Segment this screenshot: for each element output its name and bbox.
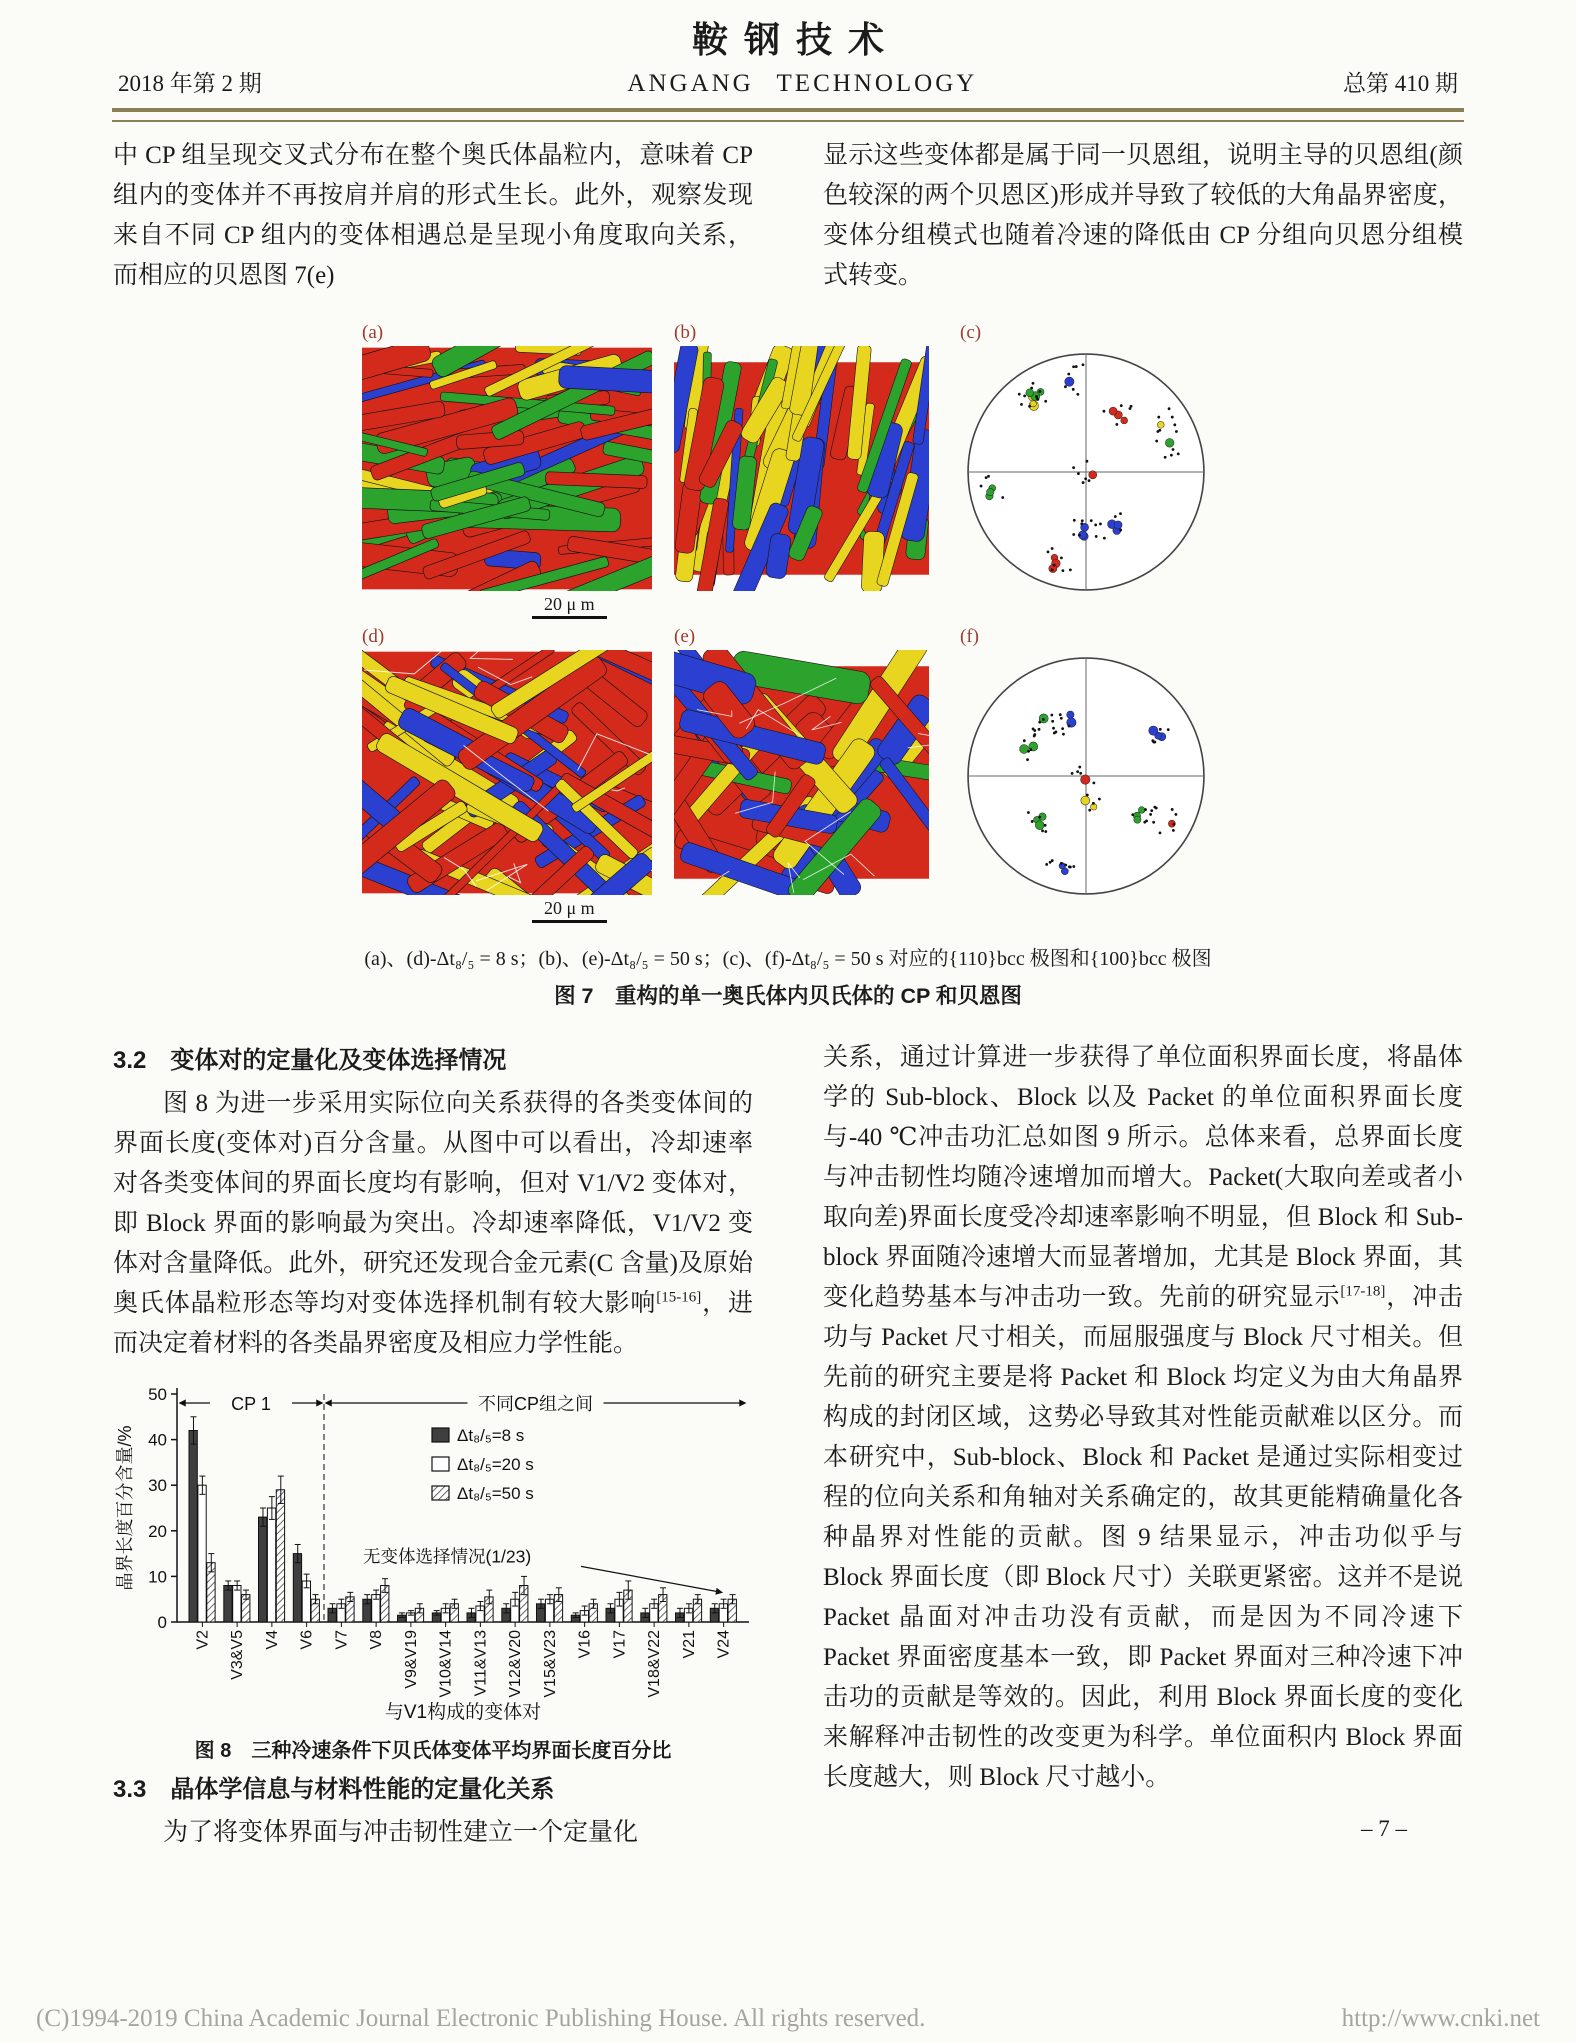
figure7-panel-d <box>362 626 652 895</box>
svg-text:V2: V2 <box>194 1630 212 1650</box>
panel-label-a: (a) <box>362 322 384 343</box>
header-divider <box>112 108 1464 122</box>
scale-bar-label: 20 μ m <box>532 594 607 619</box>
figure7-panel-e <box>674 626 929 895</box>
svg-text:V8: V8 <box>368 1630 386 1650</box>
svg-text:10: 10 <box>148 1567 167 1587</box>
scale-bar-label: 20 μ m <box>532 898 607 923</box>
ebsd-map-a <box>362 346 652 591</box>
svg-text:V17: V17 <box>611 1630 629 1659</box>
intro-section <box>0 136 1576 296</box>
svg-text:V10&V14: V10&V14 <box>437 1630 455 1698</box>
panel-label-b: (b) <box>674 322 697 343</box>
cnki-url: http://www.cnki.net <box>1341 2005 1540 2032</box>
section-3-2-paragraph <box>113 1084 753 1364</box>
paragraph-text: ，冲击功与 Packet 尺寸相关，而屈服强度与 Block 尺寸相关。但先前的研究主要是将 Packet 和 Block 均定义为由大角晶界构成的封闭区域，这势必导致其对性能贡献难以区分。而本研究中，Sub-block、Block 和 Packet 是通过实际相变过程的位向关系和角轴对关系确定的，故其更能精确量化各种晶界对性能的贡献。图 9 结果显示，冲击功似乎与 Block 界面长度（即 Block 尺寸）关联更紧密。这并不是说 Packet 晶面对冲击功没有贡献，而是因为不同冷速下 Packet 界面密度基本一致，即 Packet 界面对三种冷速下冲击功的贡献是等效的。因此，利用 Block 界面长度的变化来解释冲击韧性的改变更为科学。单位面积内 Block 界面长度越大，则 Block 尺寸越小。 <box>823 1284 1463 1791</box>
figure8-bar-chart <box>113 1372 763 1728</box>
figure7-panel-f <box>960 626 1212 902</box>
page-number: – 7 – <box>1361 1816 1407 1841</box>
svg-text:V24: V24 <box>715 1630 733 1659</box>
figure-8 <box>113 1372 753 1763</box>
svg-text:Δt₈/₅=50 s: Δt₈/₅=50 s <box>457 1484 534 1503</box>
svg-text:V12&V20: V12&V20 <box>507 1630 525 1698</box>
svg-text:V7: V7 <box>333 1630 351 1650</box>
citation-ref-17-18: [17-18] <box>1340 1283 1386 1300</box>
paragraph-text: 关系，通过计算进一步获得了单位面积界面长度，将晶体学的 Sub-block、Block 以及 Packet 的单位面积界面长度与-40 ℃冲击功汇总如图 9 所示。总体来看，总界面长度与冲击韧性均随冷速增加而增大。Packet(大取向差或者小取向差)界面长度受冷却速率影响不明显，但 Block 和 Sub-block 界面随冷速增大而显著增加，尤其是 Block 界面，其变化趋势基本与冲击功一致。先前的研究显示 <box>823 1044 1463 1311</box>
intro-right-paragraph: 显示这些变体都是属于同一贝恩组，说明主导的贝恩组(颜色较深的两个贝恩区)形成并导致了较低的大角晶界密度，变体分组模式也随着冷速的降低由 CP 分组向贝恩分组模式转变。 <box>823 142 1463 289</box>
intro-left-paragraph: 中 CP 组呈现交叉式分布在整个奥氏体晶粒内，意味着 CP 组内的变体并不再按肩并肩的形式生长。此外，观察发现来自不同 CP 组内的变体相遇总是呈现小角度取向关系，而相应的贝恩图 7(e) <box>113 142 753 289</box>
section-3-3-paragraph: 为了将变体界面与冲击韧性建立一个定量化 <box>163 1819 639 1846</box>
scale-bar-top <box>532 594 607 619</box>
svg-text:40: 40 <box>148 1430 167 1450</box>
svg-text:V21: V21 <box>680 1630 698 1659</box>
panel-label-c: (c) <box>960 322 982 343</box>
svg-text:30: 30 <box>148 1476 167 1496</box>
svg-text:V11&V13: V11&V13 <box>472 1630 490 1697</box>
citation-ref-15-16: [15-16] <box>656 1289 702 1306</box>
volume-number: 总第 410 期 <box>1343 71 1458 96</box>
paragraph-text: 图 8 为进一步采用实际位向关系获得的各类变体间的界面长度(变体对)百分含量。从图中可以看出，冷却速率对各类变体间的界面长度均有影响，但对 V1/V2 变体对，即 Block 界面的影响最为突出。冷却速率降低，V1/V2 变体对含量降低。此外，研究还发现合金元素(C 含量)及原始奥氏体晶粒形态等均对变体选择机制有较大影响 <box>113 1090 753 1317</box>
svg-text:V9&V19: V9&V19 <box>402 1630 420 1689</box>
figure7-caption-detail: (a)、(d)-Δt₈/₅ = 8 s；(b)、(e)-Δt₈/₅ = 50 s；(c)、(f)-Δt₈/₅ = 50 s 对应的{110}bcc 极图和{100}bcc 极图 <box>364 948 1212 970</box>
svg-text:50: 50 <box>148 1385 167 1404</box>
figure7-caption: 图 7 重构的单一奥氏体内贝氏体的 CP 和贝恩图 <box>554 984 1022 1008</box>
svg-text:V16: V16 <box>576 1630 594 1659</box>
svg-text:Δt₈/₅=8 s: Δt₈/₅=8 s <box>457 1426 525 1445</box>
svg-text:0: 0 <box>157 1613 167 1632</box>
svg-text:V15&V23: V15&V23 <box>541 1630 559 1698</box>
svg-text:V18&V22: V18&V22 <box>646 1630 664 1698</box>
figure7-panel-c <box>960 322 1212 598</box>
pole-figure-f <box>960 650 1212 902</box>
panel-label-e: (e) <box>674 626 696 647</box>
svg-text:无变体选择情况(1/23): 无变体选择情况(1/23) <box>363 1546 532 1567</box>
issue-number: 2018 年第 2 期 <box>118 71 262 96</box>
right-column <box>823 1038 1463 1853</box>
page-header <box>0 0 1576 122</box>
body-columns <box>0 1038 1576 1853</box>
svg-text:不同CP组之间: 不同CP组之间 <box>477 1394 594 1414</box>
section-3-2-heading: 3.2 变体对的定量化及变体选择情况 <box>113 1047 507 1074</box>
svg-text:V4: V4 <box>263 1630 281 1650</box>
right-column-paragraph <box>823 1038 1463 1798</box>
figure7-panel-b <box>674 322 929 591</box>
svg-text:CP 1: CP 1 <box>231 1394 271 1414</box>
svg-text:V6: V6 <box>298 1630 316 1650</box>
pole-figure-c <box>960 346 1212 598</box>
svg-text:V3&V5: V3&V5 <box>229 1630 247 1680</box>
figure7-panel-a <box>362 322 652 591</box>
panel-label-f: (f) <box>960 626 979 647</box>
figure7-captions <box>0 942 1576 1010</box>
svg-text:晶界长度百分含量/%: 晶界长度百分含量/% <box>115 1425 135 1591</box>
figure7-panels <box>362 322 1214 926</box>
svg-text:20: 20 <box>148 1521 167 1541</box>
journal-title-en: ANGANG TECHNOLOGY <box>627 70 978 97</box>
ebsd-map-e <box>674 650 929 895</box>
figure-7 <box>0 322 1576 1010</box>
svg-text:与V1构成的变体对: 与V1构成的变体对 <box>384 1702 542 1723</box>
page-footer <box>36 2005 1540 2033</box>
journal-title: 鞍钢技术 <box>691 20 900 60</box>
svg-text:Δt₈/₅=20 s: Δt₈/₅=20 s <box>457 1455 534 1474</box>
copyright-text: (C)1994-2019 China Academic Journal Electronic Publishing House. All rights reserved. <box>36 2005 926 2032</box>
header-info-row <box>0 65 1576 98</box>
ebsd-map-d <box>362 650 652 895</box>
panel-label-d: (d) <box>362 626 385 647</box>
paragraph-text: ，进而决定着材料的各类晶界密度及相应力学性能。 <box>113 1290 753 1357</box>
ebsd-map-b <box>674 346 929 591</box>
figure8-caption: 图 8 三种冷速条件下贝氏体变体平均界面长度百分比 <box>194 1740 672 1762</box>
left-column <box>113 1038 753 1853</box>
scale-bar-bottom <box>532 898 607 923</box>
section-3-3-heading: 3.3 晶体学信息与材料性能的定量化关系 <box>113 1776 555 1803</box>
